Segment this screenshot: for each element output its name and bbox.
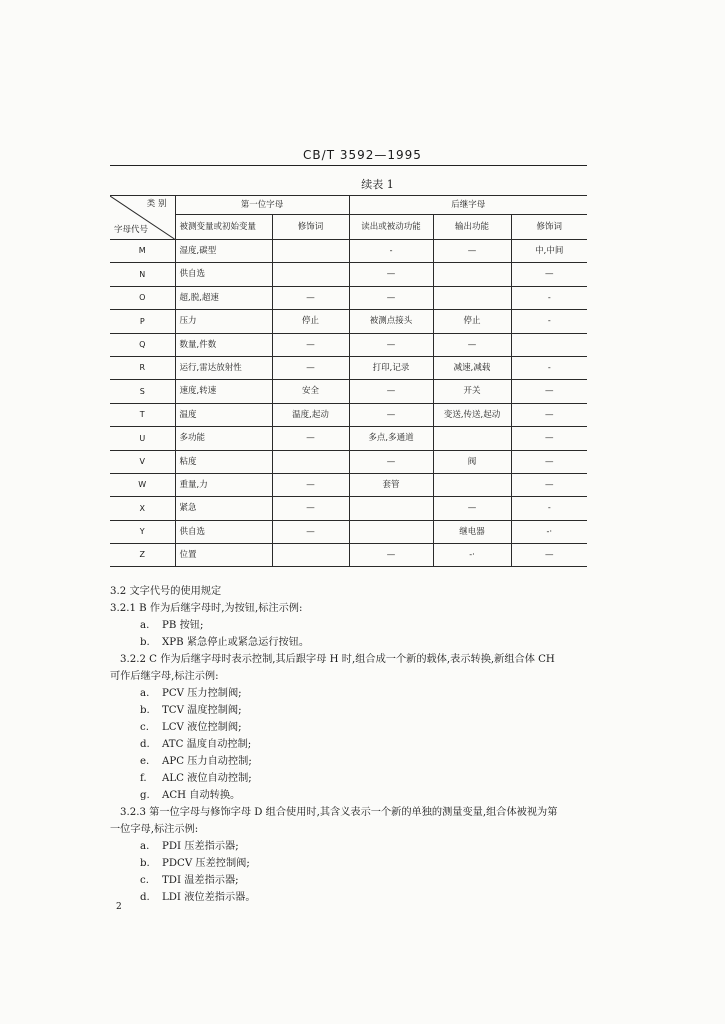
cell-modifier-first (272, 240, 349, 263)
list-item (110, 719, 600, 736)
list-item (110, 702, 600, 719)
cell-measured-variable: 数量,件数 (175, 333, 272, 356)
table-row (110, 263, 587, 286)
row-letter-code: O (110, 286, 175, 309)
list-item (110, 634, 600, 651)
cell-modifier-succeeding: — (511, 544, 587, 567)
cell-readout-function: — (349, 380, 433, 403)
list-item-label: c. (140, 875, 149, 886)
cell-output-function: 继电器 (433, 520, 511, 543)
cell-modifier-first: — (272, 520, 349, 543)
cell-measured-variable: 供自选 (175, 263, 272, 286)
row-letter-code: M (110, 240, 175, 263)
cell-modifier-first: — (272, 356, 349, 379)
page-number: 2 (116, 902, 122, 912)
clause-3-2-3-line-2: 一位字母,标注示例: (110, 824, 199, 835)
cell-modifier-succeeding: — (511, 473, 587, 496)
list-item (110, 685, 600, 702)
list-item (110, 889, 600, 906)
clause-3-2-2-examples (110, 685, 600, 804)
cell-modifier-succeeding: - (511, 286, 587, 309)
cell-output-function: — (433, 333, 511, 356)
section-heading-3-2: 3.2 文字代号的使用规定 (110, 586, 222, 597)
cell-output-function (433, 286, 511, 309)
list-item-label: f. (140, 773, 147, 784)
table-row (110, 310, 587, 333)
list-item-text: PDCV 压差控制阀; (162, 858, 250, 869)
list-item-label: d. (140, 739, 150, 750)
cell-readout-function: — (349, 286, 433, 309)
cell-modifier-first (272, 544, 349, 567)
cell-readout-function: 套管 (349, 473, 433, 496)
cell-modifier-succeeding: — (511, 450, 587, 473)
cell-output-function: 停止 (433, 310, 511, 333)
cell-output-function (433, 263, 511, 286)
cell-output-function: 变送,传送,起动 (433, 403, 511, 426)
cell-readout-function: — (349, 333, 433, 356)
table-row (110, 544, 587, 567)
cell-readout-function: - (349, 240, 433, 263)
list-item (110, 770, 600, 787)
table-row (110, 403, 587, 426)
cell-readout-function: — (349, 544, 433, 567)
list-item-text: TDI 温差指示器; (162, 875, 239, 886)
list-item-text: ALC 液位自动控制; (162, 773, 252, 784)
col-header-modifier-first: 修饰词 (272, 215, 349, 240)
row-letter-code: W (110, 473, 175, 496)
row-letter-code: T (110, 403, 175, 426)
cell-output-function: — (433, 497, 511, 520)
cell-readout-function: 被测点接头 (349, 310, 433, 333)
cell-readout-function: — (349, 450, 433, 473)
list-item-text: PDI 压差指示器; (162, 841, 239, 852)
table-row (110, 450, 587, 473)
table-row (110, 380, 587, 403)
col-header-modifier-succeeding: 修饰词 (511, 215, 587, 240)
clause-3-2-1: 3.2.1 B 作为后继字母时,为按钮,标注示例: (110, 603, 303, 614)
cell-modifier-first: — (272, 333, 349, 356)
cell-modifier-first: 安全 (272, 380, 349, 403)
letter-code-table (110, 195, 587, 567)
cell-modifier-succeeding: 中,中间 (511, 240, 587, 263)
list-item-text: ATC 温度自动控制; (162, 739, 252, 750)
cell-output-function: — (433, 240, 511, 263)
list-item (110, 736, 600, 753)
list-item (110, 838, 600, 855)
cell-modifier-first: — (272, 286, 349, 309)
row-letter-code: S (110, 380, 175, 403)
row-letter-code: R (110, 356, 175, 379)
cell-modifier-succeeding: — (511, 380, 587, 403)
cell-modifier-succeeding (511, 333, 587, 356)
list-item (110, 753, 600, 770)
cell-output-function: -· (433, 544, 511, 567)
list-item-label: e. (140, 756, 150, 767)
list-item (110, 855, 600, 872)
row-letter-code: Q (110, 333, 175, 356)
cell-measured-variable: 运行,雷达放射性 (175, 356, 272, 379)
list-item-label: b. (140, 637, 150, 648)
cell-measured-variable: 超,脱,超速 (175, 286, 272, 309)
list-item-label: b. (140, 858, 150, 869)
cell-measured-variable: 多功能 (175, 427, 272, 450)
cell-measured-variable: 压力 (175, 310, 272, 333)
list-item-text: LCV 液位控制阀; (162, 722, 242, 733)
list-item-label: a. (140, 841, 150, 852)
cell-readout-function (349, 520, 433, 543)
document-code: CB/T 3592—1995 (303, 148, 422, 162)
list-item-text: PB 按钮; (162, 620, 204, 631)
col-header-output-function: 输出功能 (433, 215, 511, 240)
cell-readout-function: 打印,记录 (349, 356, 433, 379)
list-item-text: APC 压力自动控制; (162, 756, 252, 767)
row-letter-code: V (110, 450, 175, 473)
table-row (110, 427, 587, 450)
clause-3-2-2-line-1: 3.2.2 C 作为后继字母时表示控制,其后跟字母 H 时,组合成一个新的载体,表示转换,新组合体 CH (120, 654, 555, 665)
cell-modifier-succeeding: - (511, 356, 587, 379)
table-row (110, 473, 587, 496)
cell-output-function (433, 427, 511, 450)
cell-measured-variable: 湿度,碳型 (175, 240, 272, 263)
list-item-text: LDI 液位差指示器。 (162, 892, 256, 903)
cell-modifier-first: — (272, 497, 349, 520)
cell-modifier-succeeding: -· (511, 520, 587, 543)
row-letter-code: X (110, 497, 175, 520)
group-header-succeeding-letters: 后继字母 (349, 196, 587, 215)
row-letter-code: N (110, 263, 175, 286)
cell-modifier-first (272, 450, 349, 473)
list-item-label: a. (140, 620, 150, 631)
cell-modifier-succeeding: — (511, 427, 587, 450)
list-item-label: a. (140, 688, 150, 699)
table-row (110, 240, 587, 263)
list-item (110, 872, 600, 889)
section-3-2 (110, 583, 600, 906)
cell-readout-function (349, 497, 433, 520)
group-header-first-letter: 第一位字母 (175, 196, 349, 215)
col-header-readout-function: 读出或被动功能 (349, 215, 433, 240)
corner-letter-label: 字母代号 (114, 224, 149, 235)
table-row (110, 497, 587, 520)
cell-output-function: 开关 (433, 380, 511, 403)
table-caption: 续表 1 (361, 178, 394, 191)
clause-3-2-1-examples (110, 617, 600, 651)
table-row (110, 520, 587, 543)
list-item-label: c. (140, 722, 149, 733)
cell-measured-variable: 紧急 (175, 497, 272, 520)
cell-modifier-succeeding: - (511, 497, 587, 520)
list-item-label: d. (140, 892, 150, 903)
cell-readout-function: — (349, 263, 433, 286)
clause-3-2-3-examples (110, 838, 600, 906)
cell-readout-function: 多点,多通道 (349, 427, 433, 450)
row-letter-code: Z (110, 544, 175, 567)
row-letter-code: U (110, 427, 175, 450)
list-item-text: ACH 自动转换。 (162, 790, 241, 801)
cell-modifier-succeeding: — (511, 263, 587, 286)
list-item-text: PCV 压力控制阀; (162, 688, 242, 699)
cell-modifier-first: — (272, 427, 349, 450)
cell-measured-variable: 重量,力 (175, 473, 272, 496)
cell-modifier-succeeding: - (511, 310, 587, 333)
cell-readout-function: — (349, 403, 433, 426)
table-corner-header (110, 196, 175, 240)
list-item-text: TCV 温度控制阀; (162, 705, 242, 716)
table-row (110, 356, 587, 379)
list-item (110, 787, 600, 804)
cell-modifier-first: — (272, 473, 349, 496)
list-item-label: g. (140, 790, 150, 801)
list-item (110, 617, 600, 634)
cell-output-function (433, 473, 511, 496)
cell-measured-variable: 供自选 (175, 520, 272, 543)
cell-output-function: 减速,减载 (433, 356, 511, 379)
cell-measured-variable: 温度 (175, 403, 272, 426)
corner-category-label: 类 别 (146, 199, 167, 209)
cell-modifier-first: 温度,起动 (272, 403, 349, 426)
col-header-measured-variable: 被测变量或初始变量 (175, 215, 272, 240)
row-letter-code: Y (110, 520, 175, 543)
clause-3-2-3-line-1: 3.2.3 第一位字母与修饰字母 D 组合使用时,其含义表示一个新的单独的测量变量,组合体被视为第 (120, 807, 558, 818)
table-body (110, 240, 587, 567)
cell-modifier-first (272, 263, 349, 286)
header-rule (110, 165, 587, 166)
cell-output-function: 阀 (433, 450, 511, 473)
row-letter-code: P (110, 310, 175, 333)
table-row (110, 333, 587, 356)
list-item-label: b. (140, 705, 150, 716)
cell-measured-variable: 位置 (175, 544, 272, 567)
cell-measured-variable: 速度,转速 (175, 380, 272, 403)
cell-measured-variable: 粘度 (175, 450, 272, 473)
list-item-text: XPB 紧急停止或紧急运行按钮。 (162, 637, 310, 648)
cell-modifier-succeeding: — (511, 403, 587, 426)
table-row (110, 286, 587, 309)
clause-3-2-2-line-2: 可作后继字母,标注示例: (110, 671, 219, 682)
cell-modifier-first: 停止 (272, 310, 349, 333)
